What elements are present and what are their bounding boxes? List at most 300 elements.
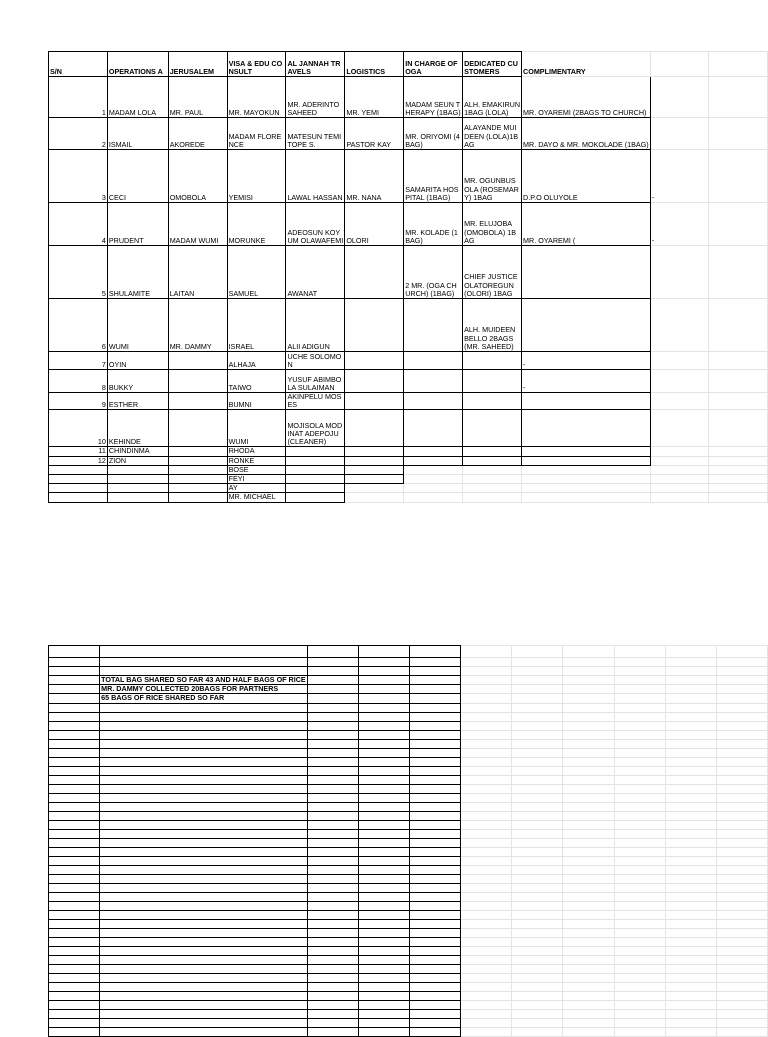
empty-cell — [358, 883, 409, 892]
empty-cell — [512, 847, 563, 856]
empty-cell — [461, 919, 512, 928]
empty-cell — [410, 910, 461, 919]
empty-cell — [410, 739, 461, 748]
cell: YUSUF ABIMBOLA SULAIMAN — [286, 370, 345, 393]
empty-cell — [716, 910, 767, 919]
empty-cell — [665, 982, 716, 991]
empty-cell — [410, 865, 461, 874]
summary-table — [48, 645, 768, 1037]
empty-cell — [410, 856, 461, 865]
empty-cell — [358, 901, 409, 910]
empty-cell — [512, 766, 563, 775]
grid-row — [49, 982, 768, 991]
empty-cell — [614, 1027, 665, 1036]
empty-cell — [461, 712, 512, 721]
empty-cell — [512, 739, 563, 748]
grid-row — [49, 901, 768, 910]
empty-cell — [716, 982, 767, 991]
empty-cell — [512, 838, 563, 847]
empty-cell — [100, 982, 308, 991]
cell — [709, 493, 768, 502]
empty-cell — [563, 667, 614, 676]
empty-cell — [461, 811, 512, 820]
empty-cell — [410, 955, 461, 964]
empty-cell — [614, 775, 665, 784]
column-header: IN CHARGE OF OGA — [404, 52, 463, 77]
empty-cell — [665, 721, 716, 730]
summary-note: TOTAL BAG SHARED SO FAR 43 AND HALF BAGS OF RICE — [101, 675, 306, 684]
grid-row — [49, 811, 768, 820]
cell — [168, 352, 227, 370]
empty-cell — [307, 1018, 358, 1027]
empty-cell — [307, 838, 358, 847]
empty-cell — [461, 784, 512, 793]
cell: MADAM LOLA — [107, 77, 168, 118]
empty-cell — [665, 730, 716, 739]
empty-cell — [512, 748, 563, 757]
empty-cell — [307, 703, 358, 712]
empty-cell — [665, 1027, 716, 1036]
empty-cell — [512, 685, 563, 694]
empty-cell — [614, 937, 665, 946]
empty-cell — [563, 1009, 614, 1018]
empty-cell — [410, 757, 461, 766]
empty-cell — [307, 721, 358, 730]
empty-cell — [410, 847, 461, 856]
cell: CHIEF JUSTICE OLATOREGUN(OLORI) 1BAG — [463, 246, 522, 299]
empty-cell — [665, 1018, 716, 1027]
empty-cell — [49, 928, 100, 937]
row-number: 12 — [49, 456, 108, 465]
cell — [650, 456, 709, 465]
empty-cell — [307, 892, 358, 901]
empty-cell — [563, 820, 614, 829]
row-number: 5 — [49, 246, 108, 299]
empty-cell — [307, 811, 358, 820]
empty-cell — [410, 946, 461, 955]
cell: BUKKY — [107, 370, 168, 393]
empty-cell — [358, 793, 409, 802]
empty-cell — [49, 739, 100, 748]
empty-cell — [307, 991, 358, 1000]
empty-cell — [665, 883, 716, 892]
cell: UCHE SOLOMON — [286, 352, 345, 370]
empty-cell — [461, 1027, 512, 1036]
empty-cell — [410, 1018, 461, 1027]
cell — [650, 299, 709, 352]
empty-cell — [665, 901, 716, 910]
empty-cell — [563, 703, 614, 712]
empty-cell — [307, 658, 358, 667]
empty-cell — [49, 964, 100, 973]
empty-cell — [49, 766, 100, 775]
empty-cell — [100, 946, 308, 955]
empty-cell — [100, 847, 308, 856]
grid-row — [49, 712, 768, 721]
empty-cell — [512, 946, 563, 955]
empty-cell — [614, 829, 665, 838]
empty-cell — [614, 784, 665, 793]
cell — [404, 493, 463, 502]
empty-cell — [461, 829, 512, 838]
empty-cell — [716, 991, 767, 1000]
empty-cell — [716, 658, 767, 667]
cell — [650, 475, 709, 484]
cell: BOSE — [227, 465, 286, 474]
grid-row — [49, 793, 768, 802]
empty-cell — [100, 1027, 308, 1036]
empty-cell — [100, 721, 308, 730]
empty-cell — [307, 712, 358, 721]
cell: ALAYANDE MUIDEEN (LOLA)1BAG — [463, 118, 522, 150]
empty-cell — [563, 964, 614, 973]
empty-cell — [716, 757, 767, 766]
cell: MR. OYAREMI ( — [522, 203, 651, 246]
empty-cell — [461, 676, 512, 685]
empty-cell — [563, 829, 614, 838]
empty-cell — [307, 937, 358, 946]
empty-cell — [100, 658, 308, 667]
cell: MADAM SEUN THERAPY (1BAG) — [404, 77, 463, 118]
empty-cell — [614, 766, 665, 775]
empty-cell — [100, 802, 308, 811]
summary-grid — [48, 645, 768, 1037]
cell: BUMNI — [227, 393, 286, 410]
cell: MR. ELUJOBA (OMOBOLA) 1BAG — [463, 203, 522, 246]
cell: WUMI — [227, 410, 286, 447]
empty-cell — [49, 703, 100, 712]
empty-cell — [307, 919, 358, 928]
cell: SHULAMITE — [107, 246, 168, 299]
cell — [709, 484, 768, 493]
empty-cell — [410, 667, 461, 676]
empty-cell — [563, 1027, 614, 1036]
empty-cell — [461, 802, 512, 811]
empty-cell — [410, 1000, 461, 1009]
empty-cell — [307, 829, 358, 838]
empty-cell — [614, 991, 665, 1000]
empty-cell — [563, 676, 614, 685]
grid-row — [49, 703, 768, 712]
cell — [650, 246, 709, 299]
empty-cell — [665, 1009, 716, 1018]
empty-cell — [410, 730, 461, 739]
empty-cell — [563, 757, 614, 766]
empty-cell — [410, 982, 461, 991]
empty-cell — [49, 901, 100, 910]
grid-row — [49, 721, 768, 730]
header-row — [49, 52, 768, 77]
empty-cell — [563, 883, 614, 892]
cell — [404, 370, 463, 393]
cell — [650, 484, 709, 493]
empty-cell — [358, 910, 409, 919]
table-row — [49, 456, 768, 465]
empty-cell — [461, 847, 512, 856]
cell — [463, 465, 522, 474]
empty-cell — [461, 838, 512, 847]
table-row — [49, 475, 768, 484]
empty-cell — [49, 991, 100, 1000]
empty-cell — [665, 937, 716, 946]
empty-cell — [716, 775, 767, 784]
empty-cell — [100, 811, 308, 820]
empty-cell — [100, 901, 308, 910]
empty-cell — [461, 721, 512, 730]
empty-cell — [665, 820, 716, 829]
empty-cell — [716, 766, 767, 775]
empty-cell — [665, 802, 716, 811]
empty-cell — [665, 739, 716, 748]
empty-cell — [410, 964, 461, 973]
empty-cell — [461, 775, 512, 784]
empty-cell — [614, 838, 665, 847]
empty-cell — [307, 1027, 358, 1036]
cell: FEYI — [227, 475, 286, 484]
cell — [404, 410, 463, 447]
empty-cell — [49, 1027, 100, 1036]
cell — [709, 150, 768, 203]
empty-cell — [512, 658, 563, 667]
cell — [709, 447, 768, 456]
empty-cell — [716, 739, 767, 748]
empty-cell — [665, 784, 716, 793]
empty-cell — [512, 919, 563, 928]
empty-cell — [307, 964, 358, 973]
empty-cell — [100, 775, 308, 784]
empty-cell — [716, 856, 767, 865]
cell — [168, 493, 227, 502]
empty-cell — [49, 847, 100, 856]
empty-cell — [716, 973, 767, 982]
empty-cell — [512, 1009, 563, 1018]
cell — [463, 447, 522, 456]
empty-cell — [358, 838, 409, 847]
empty-cell — [563, 991, 614, 1000]
empty-cell — [49, 865, 100, 874]
cell — [650, 352, 709, 370]
empty-cell — [358, 982, 409, 991]
cell — [345, 299, 404, 352]
cell: MR. MICHAEL — [227, 493, 286, 502]
empty-cell — [461, 910, 512, 919]
empty-cell — [49, 676, 100, 685]
table-row — [49, 393, 768, 410]
empty-cell — [512, 775, 563, 784]
empty-cell — [512, 757, 563, 766]
empty-cell — [100, 865, 308, 874]
grid-row — [49, 784, 768, 793]
empty-cell — [307, 1009, 358, 1018]
column-header: JERUSALEM — [168, 52, 227, 77]
empty-cell — [512, 730, 563, 739]
empty-cell — [100, 739, 308, 748]
grid-row — [49, 964, 768, 973]
empty-cell — [358, 703, 409, 712]
empty-cell — [665, 658, 716, 667]
empty-cell — [49, 973, 100, 982]
table-row — [49, 493, 768, 502]
cell: MR. DAMMY — [168, 299, 227, 352]
empty-cell — [614, 739, 665, 748]
cell — [463, 352, 522, 370]
empty-cell — [307, 910, 358, 919]
empty-cell — [563, 937, 614, 946]
empty-cell — [49, 793, 100, 802]
empty-cell — [358, 766, 409, 775]
empty-cell — [512, 928, 563, 937]
table-row — [49, 299, 768, 352]
empty-cell — [49, 694, 100, 703]
summary-note: 65 BAGS OF RICE SHARED SO FAR — [100, 694, 308, 703]
empty-cell — [100, 748, 308, 757]
empty-cell — [512, 829, 563, 838]
grid-row — [49, 946, 768, 955]
empty-cell — [461, 703, 512, 712]
empty-cell — [461, 793, 512, 802]
empty-cell — [307, 775, 358, 784]
cell: CECI — [107, 150, 168, 203]
empty-cell — [716, 802, 767, 811]
empty-cell — [665, 667, 716, 676]
empty-cell — [512, 793, 563, 802]
empty-cell — [410, 685, 461, 694]
cell — [522, 475, 651, 484]
grid-row — [49, 775, 768, 784]
cell — [650, 393, 709, 410]
empty-cell — [49, 730, 100, 739]
cell — [522, 493, 651, 502]
empty-cell — [410, 892, 461, 901]
cell: LAWAL HASSAN — [286, 150, 345, 203]
empty-cell — [100, 964, 308, 973]
empty-cell — [512, 883, 563, 892]
empty-cell — [307, 1000, 358, 1009]
empty-cell — [665, 874, 716, 883]
cell — [404, 484, 463, 493]
column-header — [709, 52, 768, 77]
cell: 2 MR. (OGA CHURCH) (1BAG) — [404, 246, 463, 299]
empty-cell — [716, 730, 767, 739]
cell: RONKE — [227, 456, 286, 465]
empty-cell — [410, 1027, 461, 1036]
cell: AWANAT — [286, 246, 345, 299]
empty-cell — [563, 730, 614, 739]
cell: ALHAJA — [227, 352, 286, 370]
empty-cell — [512, 856, 563, 865]
cell — [650, 410, 709, 447]
cell — [463, 370, 522, 393]
cell — [107, 484, 168, 493]
cell — [709, 352, 768, 370]
empty-cell — [512, 1018, 563, 1027]
table-row — [49, 484, 768, 493]
cell — [463, 410, 522, 447]
empty-cell — [563, 973, 614, 982]
empty-cell — [307, 793, 358, 802]
empty-cell — [410, 721, 461, 730]
empty-cell — [716, 694, 767, 703]
cell: ALII ADIGUN — [286, 299, 345, 352]
empty-cell — [665, 775, 716, 784]
grid-row — [49, 1018, 768, 1027]
cell: YEMISI — [227, 150, 286, 203]
empty-cell — [461, 646, 512, 658]
empty-cell — [307, 856, 358, 865]
empty-cell — [307, 766, 358, 775]
cell — [522, 465, 651, 474]
empty-cell — [358, 991, 409, 1000]
cell — [168, 447, 227, 456]
empty-cell — [614, 856, 665, 865]
grid-row — [49, 730, 768, 739]
empty-cell — [410, 703, 461, 712]
cell: SAMUEL — [227, 246, 286, 299]
empty-cell — [512, 784, 563, 793]
empty-cell — [100, 1009, 308, 1018]
empty-cell — [512, 646, 563, 658]
empty-cell — [307, 667, 358, 676]
empty-cell — [563, 721, 614, 730]
empty-cell — [49, 748, 100, 757]
empty-cell — [100, 973, 308, 982]
empty-cell — [49, 937, 100, 946]
cell: ALH. MUIDEEN BELLO 2BAGS(MR. SAHEED) — [463, 299, 522, 352]
empty-cell — [100, 712, 308, 721]
empty-cell — [307, 646, 358, 658]
empty-cell — [716, 1018, 767, 1027]
empty-cell — [410, 820, 461, 829]
empty-cell — [461, 730, 512, 739]
row-number: 3 — [49, 150, 108, 203]
empty-cell — [358, 955, 409, 964]
empty-cell — [614, 919, 665, 928]
empty-cell — [358, 775, 409, 784]
empty-cell — [461, 685, 512, 694]
empty-cell — [358, 748, 409, 757]
empty-cell — [358, 685, 409, 694]
empty-cell — [358, 739, 409, 748]
empty-cell — [563, 1018, 614, 1027]
empty-cell — [461, 991, 512, 1000]
empty-cell — [307, 784, 358, 793]
cell — [463, 475, 522, 484]
grid-row — [49, 883, 768, 892]
empty-cell — [716, 829, 767, 838]
empty-cell — [512, 721, 563, 730]
cell: OYIN — [107, 352, 168, 370]
empty-cell — [307, 685, 358, 694]
empty-cell — [563, 793, 614, 802]
cell: MOJISOLA MODINAT ADEPOJU (CLEANER) — [286, 410, 345, 447]
row-number: 11 — [49, 447, 108, 456]
cell — [404, 456, 463, 465]
empty-cell — [307, 865, 358, 874]
cell — [286, 493, 345, 502]
cell — [709, 299, 768, 352]
empty-cell — [665, 757, 716, 766]
empty-cell — [512, 694, 563, 703]
row-number: 4 — [49, 203, 108, 246]
empty-cell — [614, 847, 665, 856]
empty-cell — [358, 937, 409, 946]
empty-cell — [512, 802, 563, 811]
empty-cell — [512, 712, 563, 721]
empty-cell — [358, 1027, 409, 1036]
empty-cell — [358, 1009, 409, 1018]
empty-cell — [665, 712, 716, 721]
empty-cell — [49, 811, 100, 820]
